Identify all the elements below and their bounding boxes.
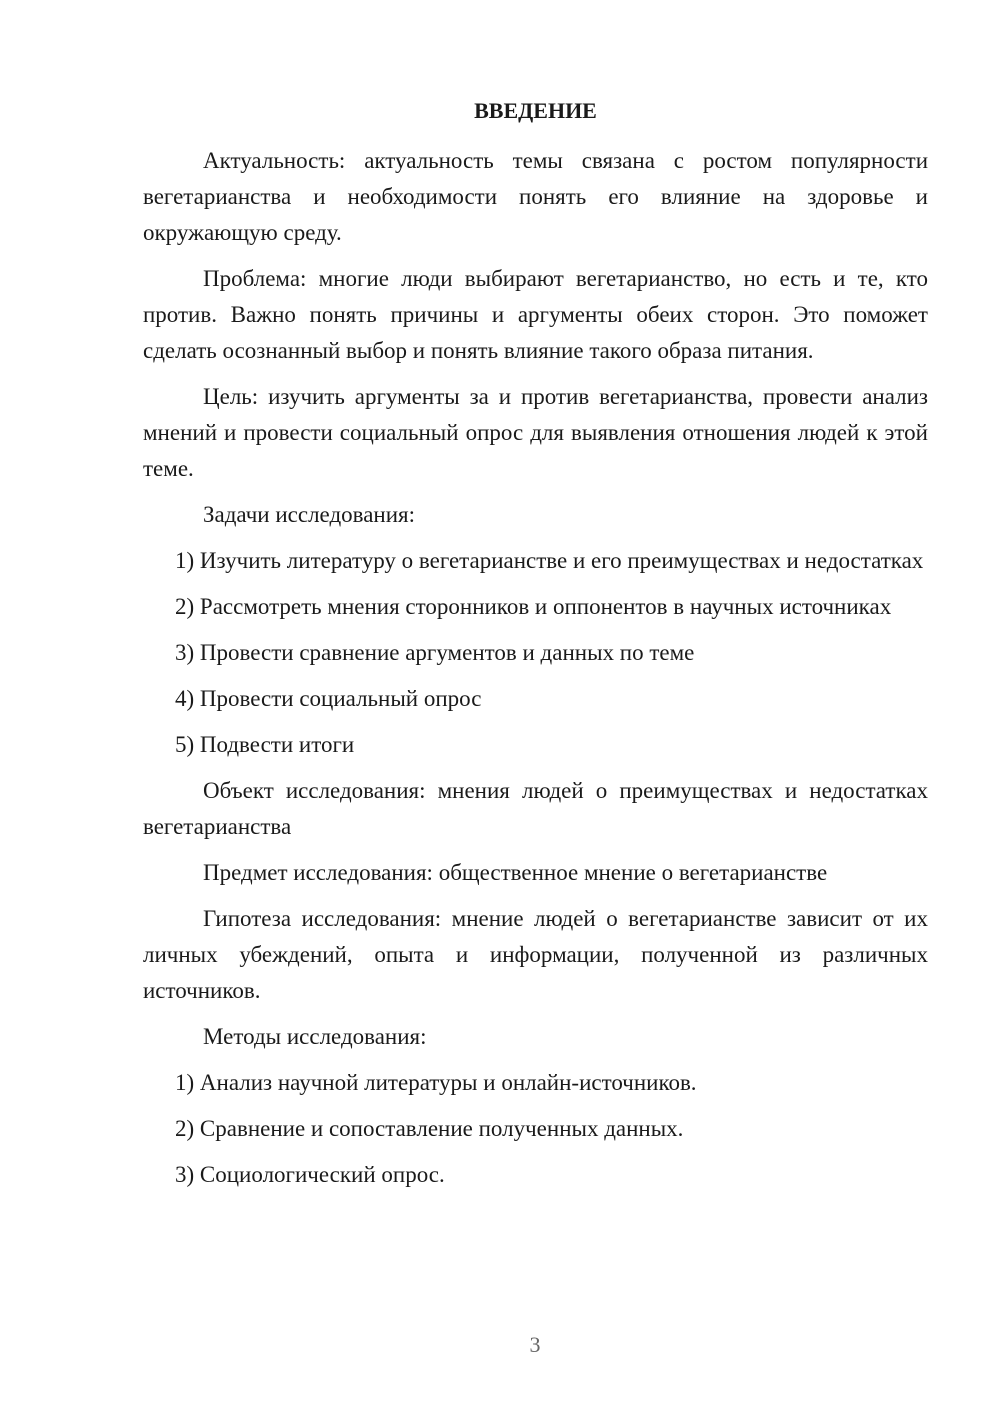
task-item: 2) Рассмотреть мнения сторонников и оппонентов в научных источниках	[175, 594, 892, 619]
hypothesis-paragraph: Гипотеза исследования: мнение людей о вегетарианстве зависит от их личных убеждений, опыта и информации, полученной из различных источников.	[143, 906, 928, 1003]
method-item: 2) Сравнение и сопоставление полученных данных.	[175, 1116, 684, 1141]
task-item: 5) Подвести итоги	[175, 732, 355, 757]
object-paragraph: Объект исследования: мнения людей о преимуществах и недостатках вегетарианства	[143, 778, 928, 839]
tasks-heading: Задачи исследования:	[203, 502, 416, 527]
task-item: 1) Изучить литературу о вегетарианстве и его преимуществах и недостатках	[175, 548, 924, 573]
section-title: ВВЕДЕНИЕ	[474, 98, 597, 123]
method-item: 3) Социологический опрос.	[175, 1162, 445, 1187]
method-item: 1) Анализ научной литературы и онлайн-источников.	[175, 1070, 697, 1095]
page-number: 3	[529, 1332, 541, 1357]
methods-heading: Методы исследования:	[203, 1024, 427, 1049]
task-item: 4) Провести социальный опрос	[175, 686, 482, 711]
goal-paragraph: Цель: изучить аргументы за и против вегетарианства, провести анализ мнений и провести социальный опрос для выявления отношения людей к этой теме.	[143, 384, 928, 481]
document-body	[143, 93, 928, 1203]
problem-paragraph: Проблема: многие люди выбирают вегетарианство, но есть и те, кто против. Важно понять причины и аргументы обеих сторон. Это поможет сделать осознанный выбор и понять влияние такого образа питания.	[143, 266, 928, 363]
task-item: 3) Провести сравнение аргументов и данных по теме	[175, 640, 695, 665]
relevance-paragraph: Актуальность: актуальность темы связана с ростом популярности вегетарианства и необходимости понять его влияние на здоровье и окружающую среду.	[143, 148, 928, 245]
subject-paragraph: Предмет исследования: общественное мнение о вегетарианстве	[203, 860, 828, 885]
